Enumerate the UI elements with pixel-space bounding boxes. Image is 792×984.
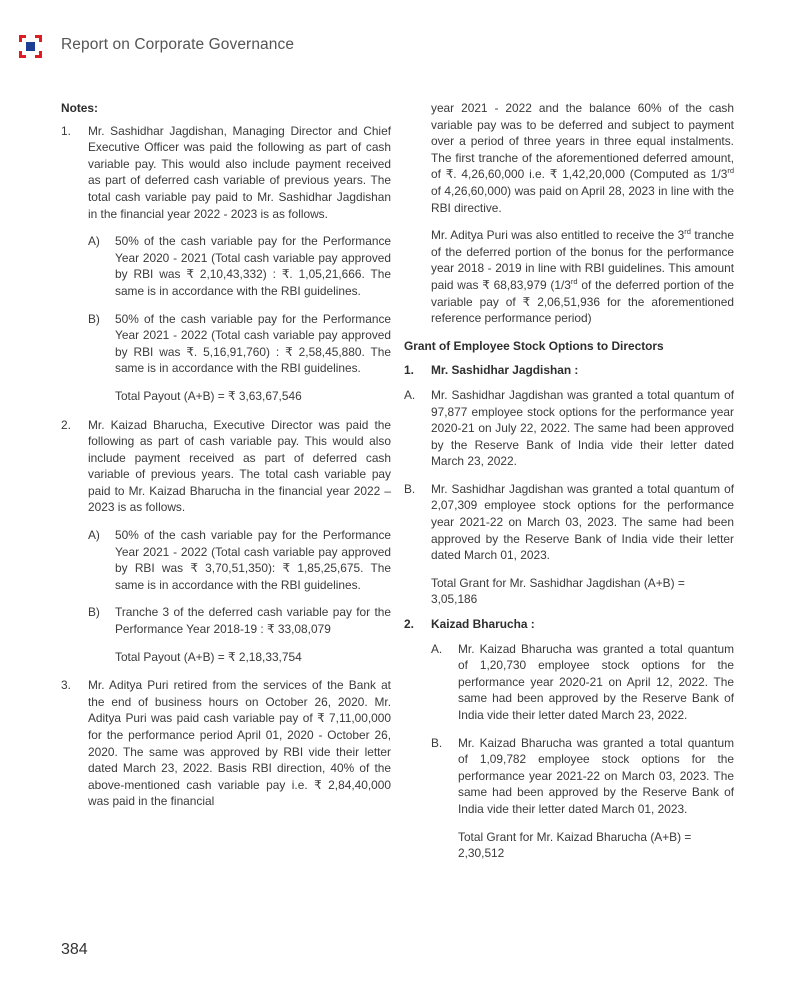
right-column [404,100,734,862]
note-1-total: Total Payout (A+B) = ₹ 3,63,67,546 [115,388,302,403]
note-2-item-b [88,604,391,637]
note-3-para2-part2: tranche of the deferred portion of the bonus for the performance year 2018 - 2019 in line with RBI guidelines. This amount paid was ₹ 68,83,979 (1/3 [431,228,734,292]
note-3-cont-part2: of 4,26,60,000) was paid on April 28, 2023 in line with the RBI directive. [431,183,734,215]
note-3-continued [404,100,734,216]
esop-d1-a-text: Mr. Sashidhar Jagdishan was granted a total quantum of 97,877 employee stock options for the performance year 2020-21 on July 22, 2022. The same had been approved by the Reserve Bank of India vide their letter dated March 23, 2022. [431,387,734,469]
note-2-number: 2. [61,417,71,432]
esop-director-2-grant-b [431,735,734,818]
note-1-number: 1. [61,123,71,138]
esop-d1-a-marker: A. [404,387,416,402]
esop-director-2-total: Total Grant for Mr. Kaizad Bharucha (A+B) = 2,30,512 [458,829,692,861]
note-3-cont-part1: year 2021 - 2022 and the balance 60% of the cash variable pay was to be deferred and subject to payment over a period of three years in three equal instalments. The first tranche of the aforementioned deferred amount, of ₹. 4,26,60,000 i.e. ₹ 1,42,20,000 (Computed as 1/3 [431,101,734,182]
esop-director-1 [404,362,734,379]
note-2-item-a [88,527,391,593]
note-1-text: Mr. Sashidhar Jagdishan, Managing Director and Chief Executive Officer was paid the following as part of cash variable pay. This would also include payment received as part of deferred cash variable of previous years. The total cash variable pay paid to Mr. Sashidhar Jagdishan in the financial year 2022 - 2023 is as follows. [88,123,391,221]
esop-director-1-name: Mr. Sashidhar Jagdishan : [431,363,579,378]
note-3-para2-sup2: rd [570,276,578,286]
report-title: Report on Corporate Governance [61,36,295,53]
esop-director-1-grant-a [404,387,734,470]
note-2-a-text: 50% of the cash variable pay for the Performance Year 2021 - 2022 (Total cash variable pay approved by RBI was ₹ 3,70,51,350): ₹ 1,85,25,675. The same is in accordance with the RBI guidelines. [115,528,391,592]
esop-d2-a-marker: A. [431,641,443,656]
note-2-b-marker: B) [88,605,100,620]
esop-d2-b-text: Mr. Kaizad Bharucha was granted a total quantum of 1,09,782 employee stock options for the performance year 2021-22 on March 03, 2023. The same had been approved by the Reserve Bank of India vide their letter dated March 01, 2023. [458,735,734,816]
note-3-para2-part1: Mr. Aditya Puri was also entitled to receive the 3 [431,228,685,243]
esop-d2-a-text: Mr. Kaizad Bharucha was granted a total quantum of 1,20,730 employee stock options for the performance year 2020-21 on April 12, 2022. The same had been approved by the Reserve Bank of India vide their letter dated March 23, 2022. [458,641,734,722]
left-column [61,100,391,810]
note-3-para2-sup1: rd [684,227,691,237]
notes-heading: Notes: [61,101,98,115]
note-1-a-text: 50% of the cash variable pay for the Performance Year 2020 - 2021 (Total cash variable pay approved by RBI was ₹ 2,10,43,332) : ₹. 1,05,21,666. The same is in accordance with the RBI guidelines. [115,234,391,298]
esop-director-2-grant-a [431,641,734,724]
esop-director-1-grant-b [404,481,734,564]
note-1-b-text: 50% of the cash variable pay for the Performance Year 2021 - 2022 (Total cash variable pay approved by RBI was ₹. 5,16,91,760) : ₹ 2,58,45,880. The same is in accordance with the RBI guidelines. [115,311,391,376]
note-3-para2-part3: of the deferred portion of the variable pay of ₹ 2,06,51,936 for the aforementioned reference performance period) [431,277,735,326]
page-number: 384 [61,941,88,958]
note-3-paragraph-2 [404,227,734,327]
esop-director-2 [404,616,734,633]
esop-d2-b-marker: B. [431,735,443,750]
note-1-item-b [88,311,391,377]
esop-heading: Grant of Employee Stock Options to Directors [404,338,664,353]
note-2-text: Mr. Kaizad Bharucha, Executive Director was paid the following as part of cash variable pay. This would also include payment received as part of deferred cash variable of previous years. The total cash variable pay paid to Mr. Kaizad Bharucha in the financial year 2022 –2023 is as follows. [88,417,391,515]
hdfc-logo-icon [19,35,42,58]
esop-director-2-number: 2. [404,617,414,632]
esop-director-1-total: Total Grant for Mr. Sashidhar Jagdishan (A+B) = 3,05,186 [431,575,685,607]
note-3-cont-sup: rd [727,166,734,176]
note-1-a-marker: A) [88,234,100,249]
esop-d1-b-text: Mr. Sashidhar Jagdishan was granted a total quantum of 2,07,309 employee stock options for the performance year 2021-22 on March 03, 2023. The same had been approved by the Reserve Bank of India vide their letter dated March 01, 2023. [431,481,734,563]
esop-d1-b-marker: B. [404,481,416,496]
note-3-text: Mr. Aditya Puri retired from the services of the Bank at the end of business hours on October 26, 2020. Mr. Aditya Puri was paid cash variable pay of ₹ 7,11,00,000 for the performance period April 01, 2020 - October 26, 2020. The same was approved by RBI vide their letter dated March 23, 2022. Basis RBI direction, 40% of the above-mentioned cash variable pay i.e. ₹ 2,84,40,000 was paid in the financial [88,678,391,809]
note-3-number: 3. [61,678,71,693]
note-2 [61,417,391,517]
note-2-a-marker: A) [88,528,100,543]
note-2-b-text: Tranche 3 of the deferred cash variable pay for the Performance Year 2018-19 : ₹ 33,08,079 [115,605,391,637]
note-1 [61,123,391,223]
note-2-total: Total Payout (A+B) = ₹ 2,18,33,754 [115,649,302,664]
esop-director-1-number: 1. [404,363,414,378]
note-1-item-a [88,233,391,299]
note-3 [61,677,391,810]
note-1-b-marker: B) [88,311,100,326]
esop-director-2-name: Kaizad Bharucha : [431,617,535,632]
